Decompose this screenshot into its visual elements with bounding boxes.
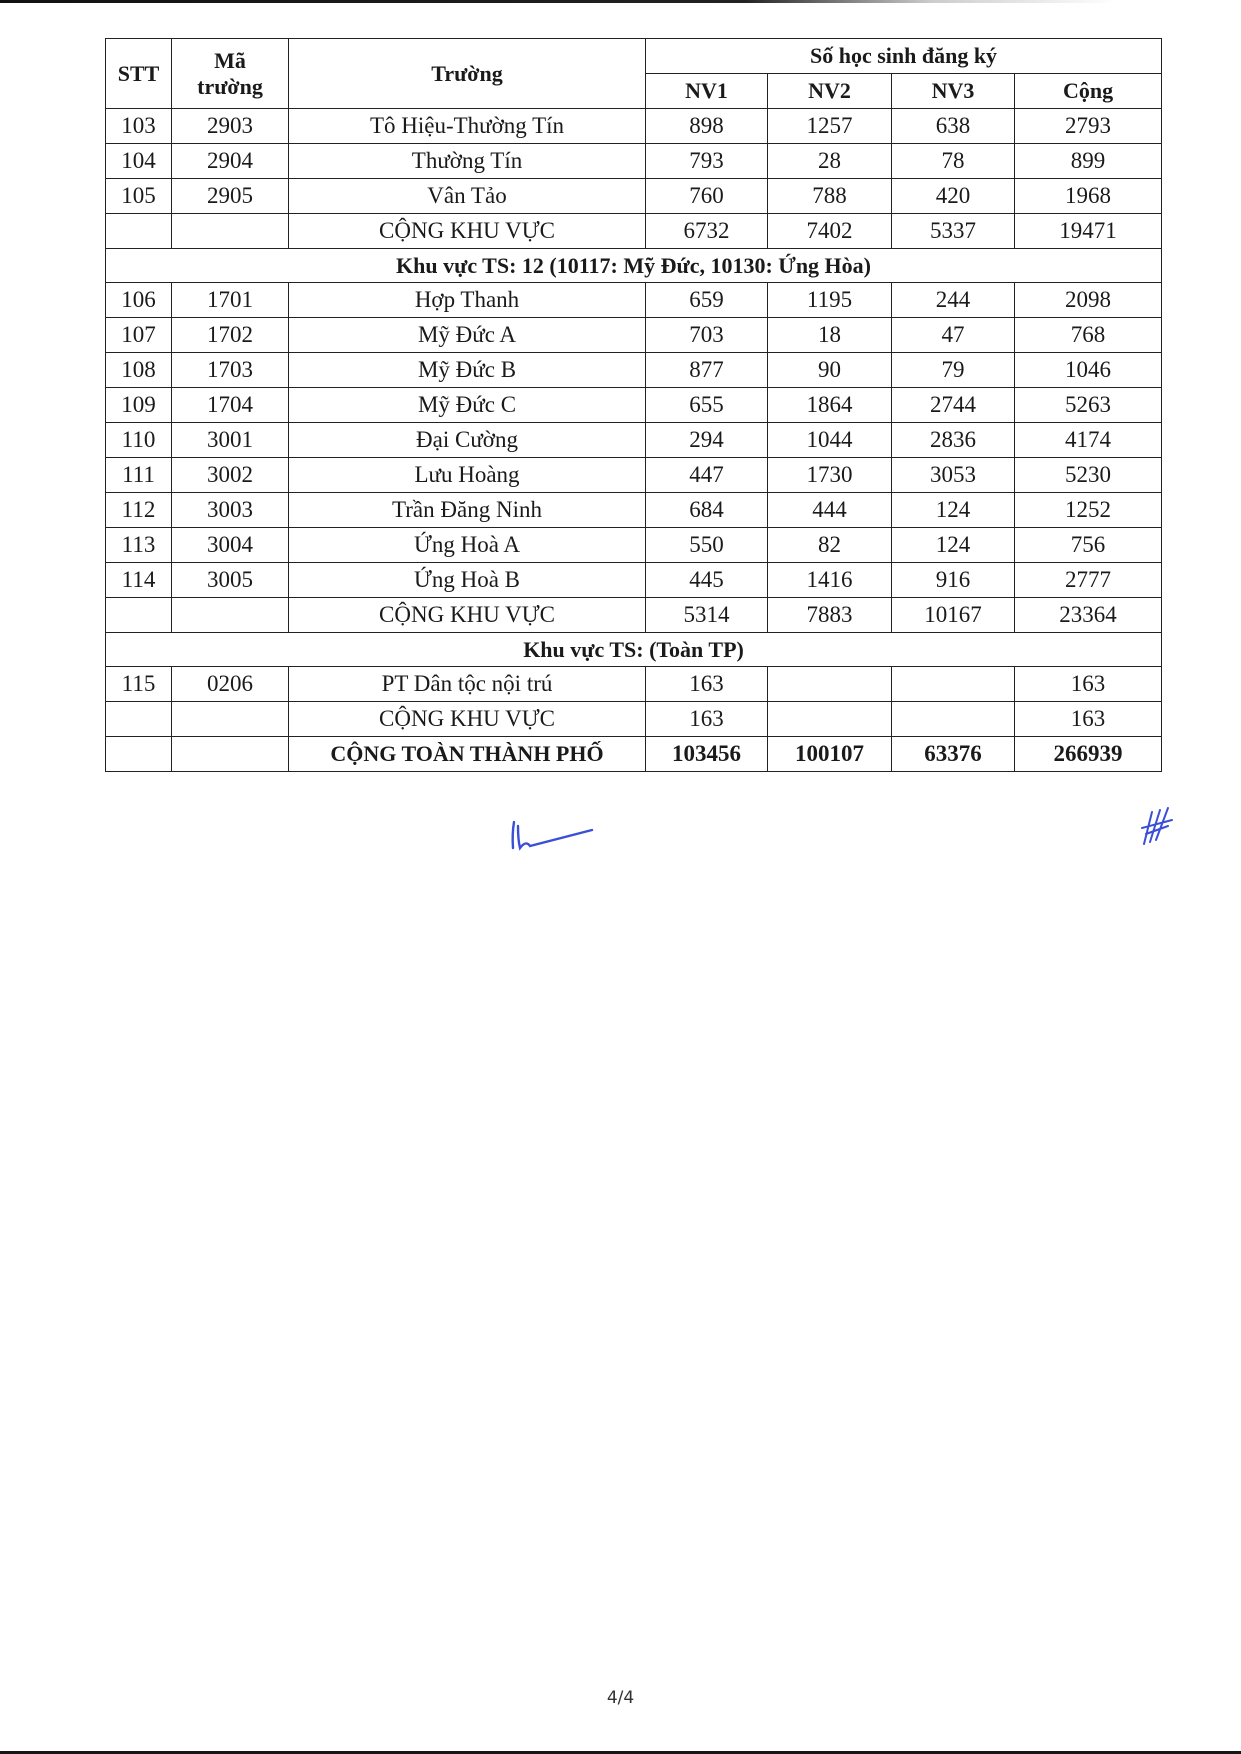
grand-total-cong: 266939 <box>1015 737 1162 772</box>
cell-nv1: 550 <box>646 528 768 563</box>
cell-nv3: 78 <box>892 144 1015 179</box>
registration-table <box>105 38 1162 772</box>
cell-school: Tô Hiệu-Thường Tín <box>289 109 646 144</box>
grand-total-nv2: 100107 <box>768 737 892 772</box>
cell-school: Mỹ Đức C <box>289 388 646 423</box>
page-number: 4/4 <box>606 1688 635 1708</box>
cell-cong: 5230 <box>1015 458 1162 493</box>
cell-cong: 5263 <box>1015 388 1162 423</box>
cell-nv3: 638 <box>892 109 1015 144</box>
cell-ma: 3004 <box>172 528 289 563</box>
cell-cong: 899 <box>1015 144 1162 179</box>
total-nv1: 6732 <box>646 214 768 249</box>
cell-ma: 1701 <box>172 283 289 318</box>
cell-school: Ứng Hoà B <box>289 563 646 598</box>
cell-nv3: 2744 <box>892 388 1015 423</box>
cell-nv2: 18 <box>768 318 892 353</box>
cell-nv1: 445 <box>646 563 768 598</box>
cell-nv3: 79 <box>892 353 1015 388</box>
total-nv3: 10167 <box>892 598 1015 633</box>
region-total-row <box>106 702 1162 737</box>
cell-nv3: 2836 <box>892 423 1015 458</box>
cell-cong: 2777 <box>1015 563 1162 598</box>
cell-cong: 2098 <box>1015 283 1162 318</box>
header-nv1: NV1 <box>646 74 768 109</box>
region-heading: Khu vực TS: (Toàn TP) <box>106 633 1162 667</box>
region-heading-row <box>106 249 1162 283</box>
header-truong: Trường <box>289 39 646 109</box>
scan-edge-top <box>0 0 1241 3</box>
cell-cong: 2793 <box>1015 109 1162 144</box>
cell-nv1: 294 <box>646 423 768 458</box>
cell-cong: 768 <box>1015 318 1162 353</box>
header-ma-truong-line1: Mã <box>214 47 246 73</box>
cell-nv1: 659 <box>646 283 768 318</box>
grand-total-nv1: 103456 <box>646 737 768 772</box>
cell-nv3: 124 <box>892 528 1015 563</box>
cell-ma: 2903 <box>172 109 289 144</box>
region-heading-row <box>106 633 1162 667</box>
cell-stt: 103 <box>106 109 172 144</box>
table-row <box>106 528 1162 563</box>
region-total-label: CỘNG KHU VỰC <box>289 598 646 633</box>
cell-stt: 108 <box>106 353 172 388</box>
total-nv3: 5337 <box>892 214 1015 249</box>
cell-nv1: 877 <box>646 353 768 388</box>
cell-nv1: 684 <box>646 493 768 528</box>
region-total-label: CỘNG KHU VỰC <box>289 214 646 249</box>
cell-nv2: 1730 <box>768 458 892 493</box>
header-nv3: NV3 <box>892 74 1015 109</box>
cell-cong: 756 <box>1015 528 1162 563</box>
total-nv1: 163 <box>646 702 768 737</box>
cell-nv2: 1257 <box>768 109 892 144</box>
cell-nv3: 3053 <box>892 458 1015 493</box>
cell-ma: 1704 <box>172 388 289 423</box>
table-row <box>106 318 1162 353</box>
table-row <box>106 144 1162 179</box>
cell-ma-empty <box>172 214 289 249</box>
cell-nv1: 655 <box>646 388 768 423</box>
header-cong: Cộng <box>1015 74 1162 109</box>
cell-ma-empty <box>172 598 289 633</box>
cell-nv1: 898 <box>646 109 768 144</box>
cell-nv3: 244 <box>892 283 1015 318</box>
cell-ma: 1703 <box>172 353 289 388</box>
cell-school: Lưu Hoàng <box>289 458 646 493</box>
total-cong: 19471 <box>1015 214 1162 249</box>
cell-ma: 3002 <box>172 458 289 493</box>
total-nv2: 7883 <box>768 598 892 633</box>
table-row <box>106 388 1162 423</box>
cell-nv2: 90 <box>768 353 892 388</box>
cell-ma-empty <box>172 702 289 737</box>
cell-nv2: 1044 <box>768 423 892 458</box>
cell-nv1: 760 <box>646 179 768 214</box>
cell-stt: 111 <box>106 458 172 493</box>
total-nv2: 7402 <box>768 214 892 249</box>
cell-nv2: 1416 <box>768 563 892 598</box>
cell-nv2: 444 <box>768 493 892 528</box>
cell-stt-empty <box>106 702 172 737</box>
cell-cong: 1252 <box>1015 493 1162 528</box>
signature-mark <box>508 818 598 854</box>
cell-school: PT Dân tộc nội trú <box>289 667 646 702</box>
cell-ma: 3005 <box>172 563 289 598</box>
cell-school: Mỹ Đức A <box>289 318 646 353</box>
table-row <box>106 179 1162 214</box>
table-row <box>106 667 1162 702</box>
cell-nv2: 82 <box>768 528 892 563</box>
total-cong: 163 <box>1015 702 1162 737</box>
cell-nv3: 124 <box>892 493 1015 528</box>
cell-nv2: 1864 <box>768 388 892 423</box>
cell-nv1: 447 <box>646 458 768 493</box>
cell-stt: 110 <box>106 423 172 458</box>
table-row <box>106 283 1162 318</box>
cell-ma: 2905 <box>172 179 289 214</box>
table-row <box>106 493 1162 528</box>
cell-stt: 109 <box>106 388 172 423</box>
cell-ma: 3001 <box>172 423 289 458</box>
cell-stt: 105 <box>106 179 172 214</box>
cell-stt-empty <box>106 214 172 249</box>
total-nv1: 5314 <box>646 598 768 633</box>
header-registered-students: Số học sinh đăng ký <box>646 39 1162 74</box>
cell-nv3 <box>892 667 1015 702</box>
grand-total-row <box>106 737 1162 772</box>
cell-stt-empty <box>106 737 172 772</box>
cell-school: Ứng Hoà A <box>289 528 646 563</box>
total-cong: 23364 <box>1015 598 1162 633</box>
header-ma-truong <box>172 39 289 109</box>
region-total-row <box>106 598 1162 633</box>
cell-cong: 4174 <box>1015 423 1162 458</box>
cell-stt: 106 <box>106 283 172 318</box>
cell-stt: 107 <box>106 318 172 353</box>
header-row-1 <box>106 39 1162 74</box>
cell-stt-empty <box>106 598 172 633</box>
cell-nv1: 163 <box>646 667 768 702</box>
cell-ma-empty <box>172 737 289 772</box>
table-row <box>106 109 1162 144</box>
cell-stt: 113 <box>106 528 172 563</box>
cell-nv2: 1195 <box>768 283 892 318</box>
region-total-row <box>106 214 1162 249</box>
cell-school: Trần Đăng Ninh <box>289 493 646 528</box>
initials-mark <box>1138 806 1178 848</box>
table-row <box>106 563 1162 598</box>
header-stt: STT <box>106 39 172 109</box>
header-ma-truong-line2: trường <box>197 73 263 99</box>
table-row <box>106 458 1162 493</box>
region-heading: Khu vực TS: 12 (10117: Mỹ Đức, 10130: Ứng Hòa) <box>106 249 1162 283</box>
cell-nv1: 793 <box>646 144 768 179</box>
cell-nv2: 28 <box>768 144 892 179</box>
cell-nv3: 916 <box>892 563 1015 598</box>
table-row <box>106 423 1162 458</box>
grand-total-label: CỘNG TOÀN THÀNH PHỐ <box>289 737 646 772</box>
cell-nv1: 703 <box>646 318 768 353</box>
cell-cong: 163 <box>1015 667 1162 702</box>
cell-stt: 114 <box>106 563 172 598</box>
cell-cong: 1046 <box>1015 353 1162 388</box>
cell-nv2 <box>768 667 892 702</box>
region-total-label: CỘNG KHU VỰC <box>289 702 646 737</box>
cell-school: Đại Cường <box>289 423 646 458</box>
grand-total-nv3: 63376 <box>892 737 1015 772</box>
cell-school: Hợp Thanh <box>289 283 646 318</box>
header-nv2: NV2 <box>768 74 892 109</box>
cell-school: Vân Tảo <box>289 179 646 214</box>
total-nv2 <box>768 702 892 737</box>
cell-stt: 112 <box>106 493 172 528</box>
total-nv3 <box>892 702 1015 737</box>
cell-cong: 1968 <box>1015 179 1162 214</box>
cell-school: Mỹ Đức B <box>289 353 646 388</box>
cell-nv3: 420 <box>892 179 1015 214</box>
cell-ma: 0206 <box>172 667 289 702</box>
cell-school: Thường Tín <box>289 144 646 179</box>
cell-nv2: 788 <box>768 179 892 214</box>
cell-ma: 1702 <box>172 318 289 353</box>
cell-ma: 2904 <box>172 144 289 179</box>
cell-nv3: 47 <box>892 318 1015 353</box>
table-row <box>106 353 1162 388</box>
cell-ma: 3003 <box>172 493 289 528</box>
cell-stt: 104 <box>106 144 172 179</box>
cell-stt: 115 <box>106 667 172 702</box>
